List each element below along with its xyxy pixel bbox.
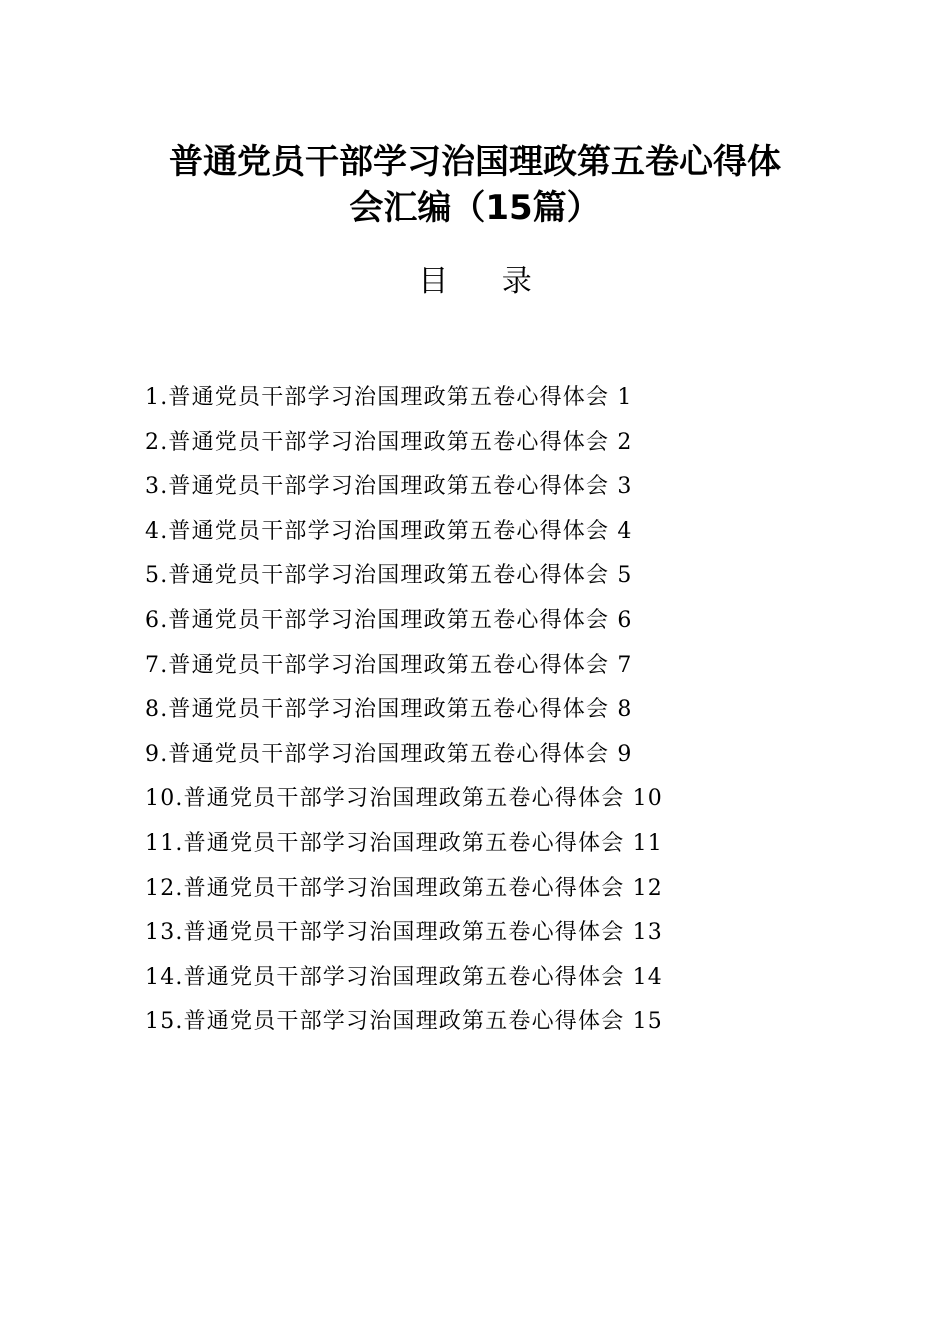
document-title-line-1: 普通党员干部学习治国理政第五卷心得体 <box>169 142 781 182</box>
table-of-contents <box>145 376 663 1045</box>
toc-item-11: 11.普通党员干部学习治国理政第五卷心得体会 11 <box>145 830 663 856</box>
toc-item-4: 4.普通党员干部学习治国理政第五卷心得体会 4 <box>145 518 633 544</box>
toc-item-2: 2.普通党员干部学习治国理政第五卷心得体会 2 <box>145 429 633 455</box>
toc-item-8: 8.普通党员干部学习治国理政第五卷心得体会 8 <box>145 697 633 723</box>
toc-item-7: 7.普通党员干部学习治国理政第五卷心得体会 7 <box>145 652 633 678</box>
toc-item-14: 14.普通党员干部学习治国理政第五卷心得体会 14 <box>145 964 663 990</box>
toc-item-15: 15.普通党员干部学习治国理政第五卷心得体会 15 <box>145 1009 663 1035</box>
toc-item-6: 6.普通党员干部学习治国理政第五卷心得体会 6 <box>145 607 633 633</box>
toc-item-3: 3.普通党员干部学习治国理政第五卷心得体会 3 <box>145 474 633 500</box>
document-title-line-2: 会汇编（15篇） <box>349 188 601 228</box>
toc-item-12: 12.普通党员干部学习治国理政第五卷心得体会 12 <box>145 875 663 901</box>
toc-item-10: 10.普通党员干部学习治国理政第五卷心得体会 10 <box>145 786 663 812</box>
toc-item-5: 5.普通党员干部学习治国理政第五卷心得体会 5 <box>145 563 633 589</box>
toc-heading: 目 录 <box>418 264 554 299</box>
toc-item-1: 1.普通党员干部学习治国理政第五卷心得体会 1 <box>145 385 633 410</box>
toc-item-9: 9.普通党员干部学习治国理政第五卷心得体会 9 <box>145 741 633 767</box>
toc-item-13: 13.普通党员干部学习治国理政第五卷心得体会 13 <box>145 920 663 946</box>
